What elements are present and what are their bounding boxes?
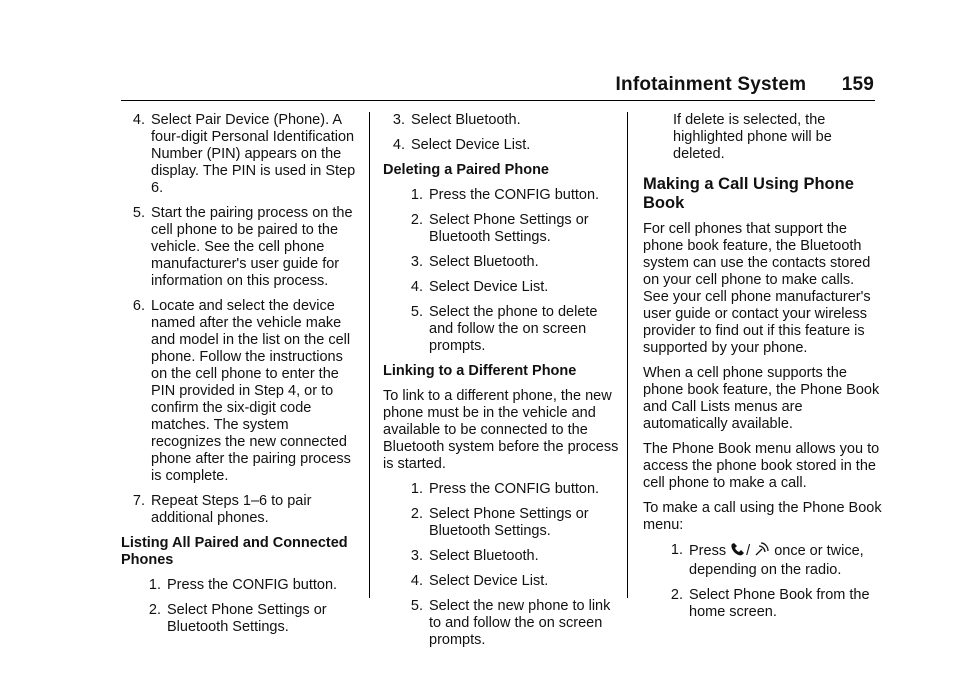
list-item: 3. Select Bluetooth.	[410, 548, 539, 564]
header-rule	[121, 100, 875, 101]
list-item: 1. Press the CONFIG button.	[410, 481, 600, 497]
list-item: 5. Select the phone to delete and follow the on screen prompts.	[410, 304, 598, 354]
linking-paragraph: To link to a different phone, the new phone must be in the vehicle and available to be connected to the Bluetooth system before the process is started.	[383, 388, 619, 472]
paragraph: For cell phones that support the phone book feature, the Bluetooth system can use the contacts stored on your cell phone to make calls. See your cell phone manufacturer's user guide or contact your wireless provider to find out if this feature is supported by your phone.	[643, 221, 871, 356]
list-item: 7. Repeat Steps 1–6 to pair additional phones.	[132, 493, 312, 526]
listing-steps	[121, 577, 361, 636]
pairing-steps	[121, 112, 361, 527]
list-item: 2. Select Phone Settings or Bluetooth Settings.	[148, 602, 327, 635]
heading-listing-phones: Listing All Paired and Connected Phones	[121, 535, 348, 568]
phone-answer-icon	[730, 542, 746, 562]
listing-steps-continued	[383, 112, 623, 154]
list-item: 2. Select Phone Settings or Bluetooth Settings.	[410, 212, 589, 245]
column-1	[121, 112, 361, 644]
list-item: 5. Select the new phone to link to and follow the on screen prompts.	[410, 598, 611, 648]
list-item: 6. Locate and select the device named after the vehicle make and model in the list on the cell phone. Follow the instructions on the cell phone to enter the PIN provided in Step 4, or to confirm the six-digit code matches. The system recognizes the new connected phone after the pairing process is complete.	[132, 298, 351, 484]
list-item: 3. Select Bluetooth.	[410, 254, 539, 270]
linking-steps	[383, 481, 623, 649]
column-divider-2	[627, 112, 628, 598]
column-2	[383, 112, 623, 657]
phonebook-steps	[643, 542, 883, 621]
list-item: 4. Select Device List.	[410, 573, 549, 589]
list-item: 2. Select Phone Settings or Bluetooth Settings.	[410, 506, 589, 539]
column-3	[643, 112, 883, 629]
voice-recognition-icon	[754, 542, 770, 562]
paragraph: The Phone Book menu allows you to access the phone book stored in the cell phone to make a call.	[643, 441, 880, 491]
column-divider-1	[369, 112, 370, 598]
list-item: 2. Select Phone Book from the home screen.	[670, 587, 870, 620]
list-item: 5. Start the pairing process on the cell phone to be paired to the vehicle. See the cell phone manufacturer's user guide for information on this process.	[132, 205, 353, 289]
deleting-steps	[383, 187, 623, 355]
list-item: 4. Select Device List.	[392, 137, 531, 153]
delete-note: If delete is selected, the highlighted phone will be deleted.	[673, 112, 832, 162]
heading-deleting-phone: Deleting a Paired Phone	[383, 162, 549, 178]
section-title-header: Infotainment System	[615, 74, 807, 95]
list-item: 4. Select Device List.	[410, 279, 549, 295]
page-number: 159	[841, 74, 874, 95]
list-item: 4. Select Pair Device (Phone). A four-digit Personal Identification Number (PIN) appears on the display. The PIN is used in Step 6.	[132, 112, 356, 196]
list-item: 1. Press / once or twice, depending on the radio.	[670, 542, 864, 578]
list-item: 3. Select Bluetooth.	[392, 112, 521, 128]
paragraph: To make a call using the Phone Book menu:	[643, 500, 882, 533]
heading-linking-phone: Linking to a Different Phone	[383, 363, 577, 379]
heading-making-call: Making a Call Using Phone Book	[643, 175, 854, 212]
list-item: 1. Press the CONFIG button.	[148, 577, 338, 593]
paragraph: When a cell phone supports the phone book feature, the Phone Book and Call Lists menus are automatically available.	[643, 365, 880, 432]
list-item: 1. Press the CONFIG button.	[410, 187, 600, 203]
page-header	[616, 74, 874, 96]
